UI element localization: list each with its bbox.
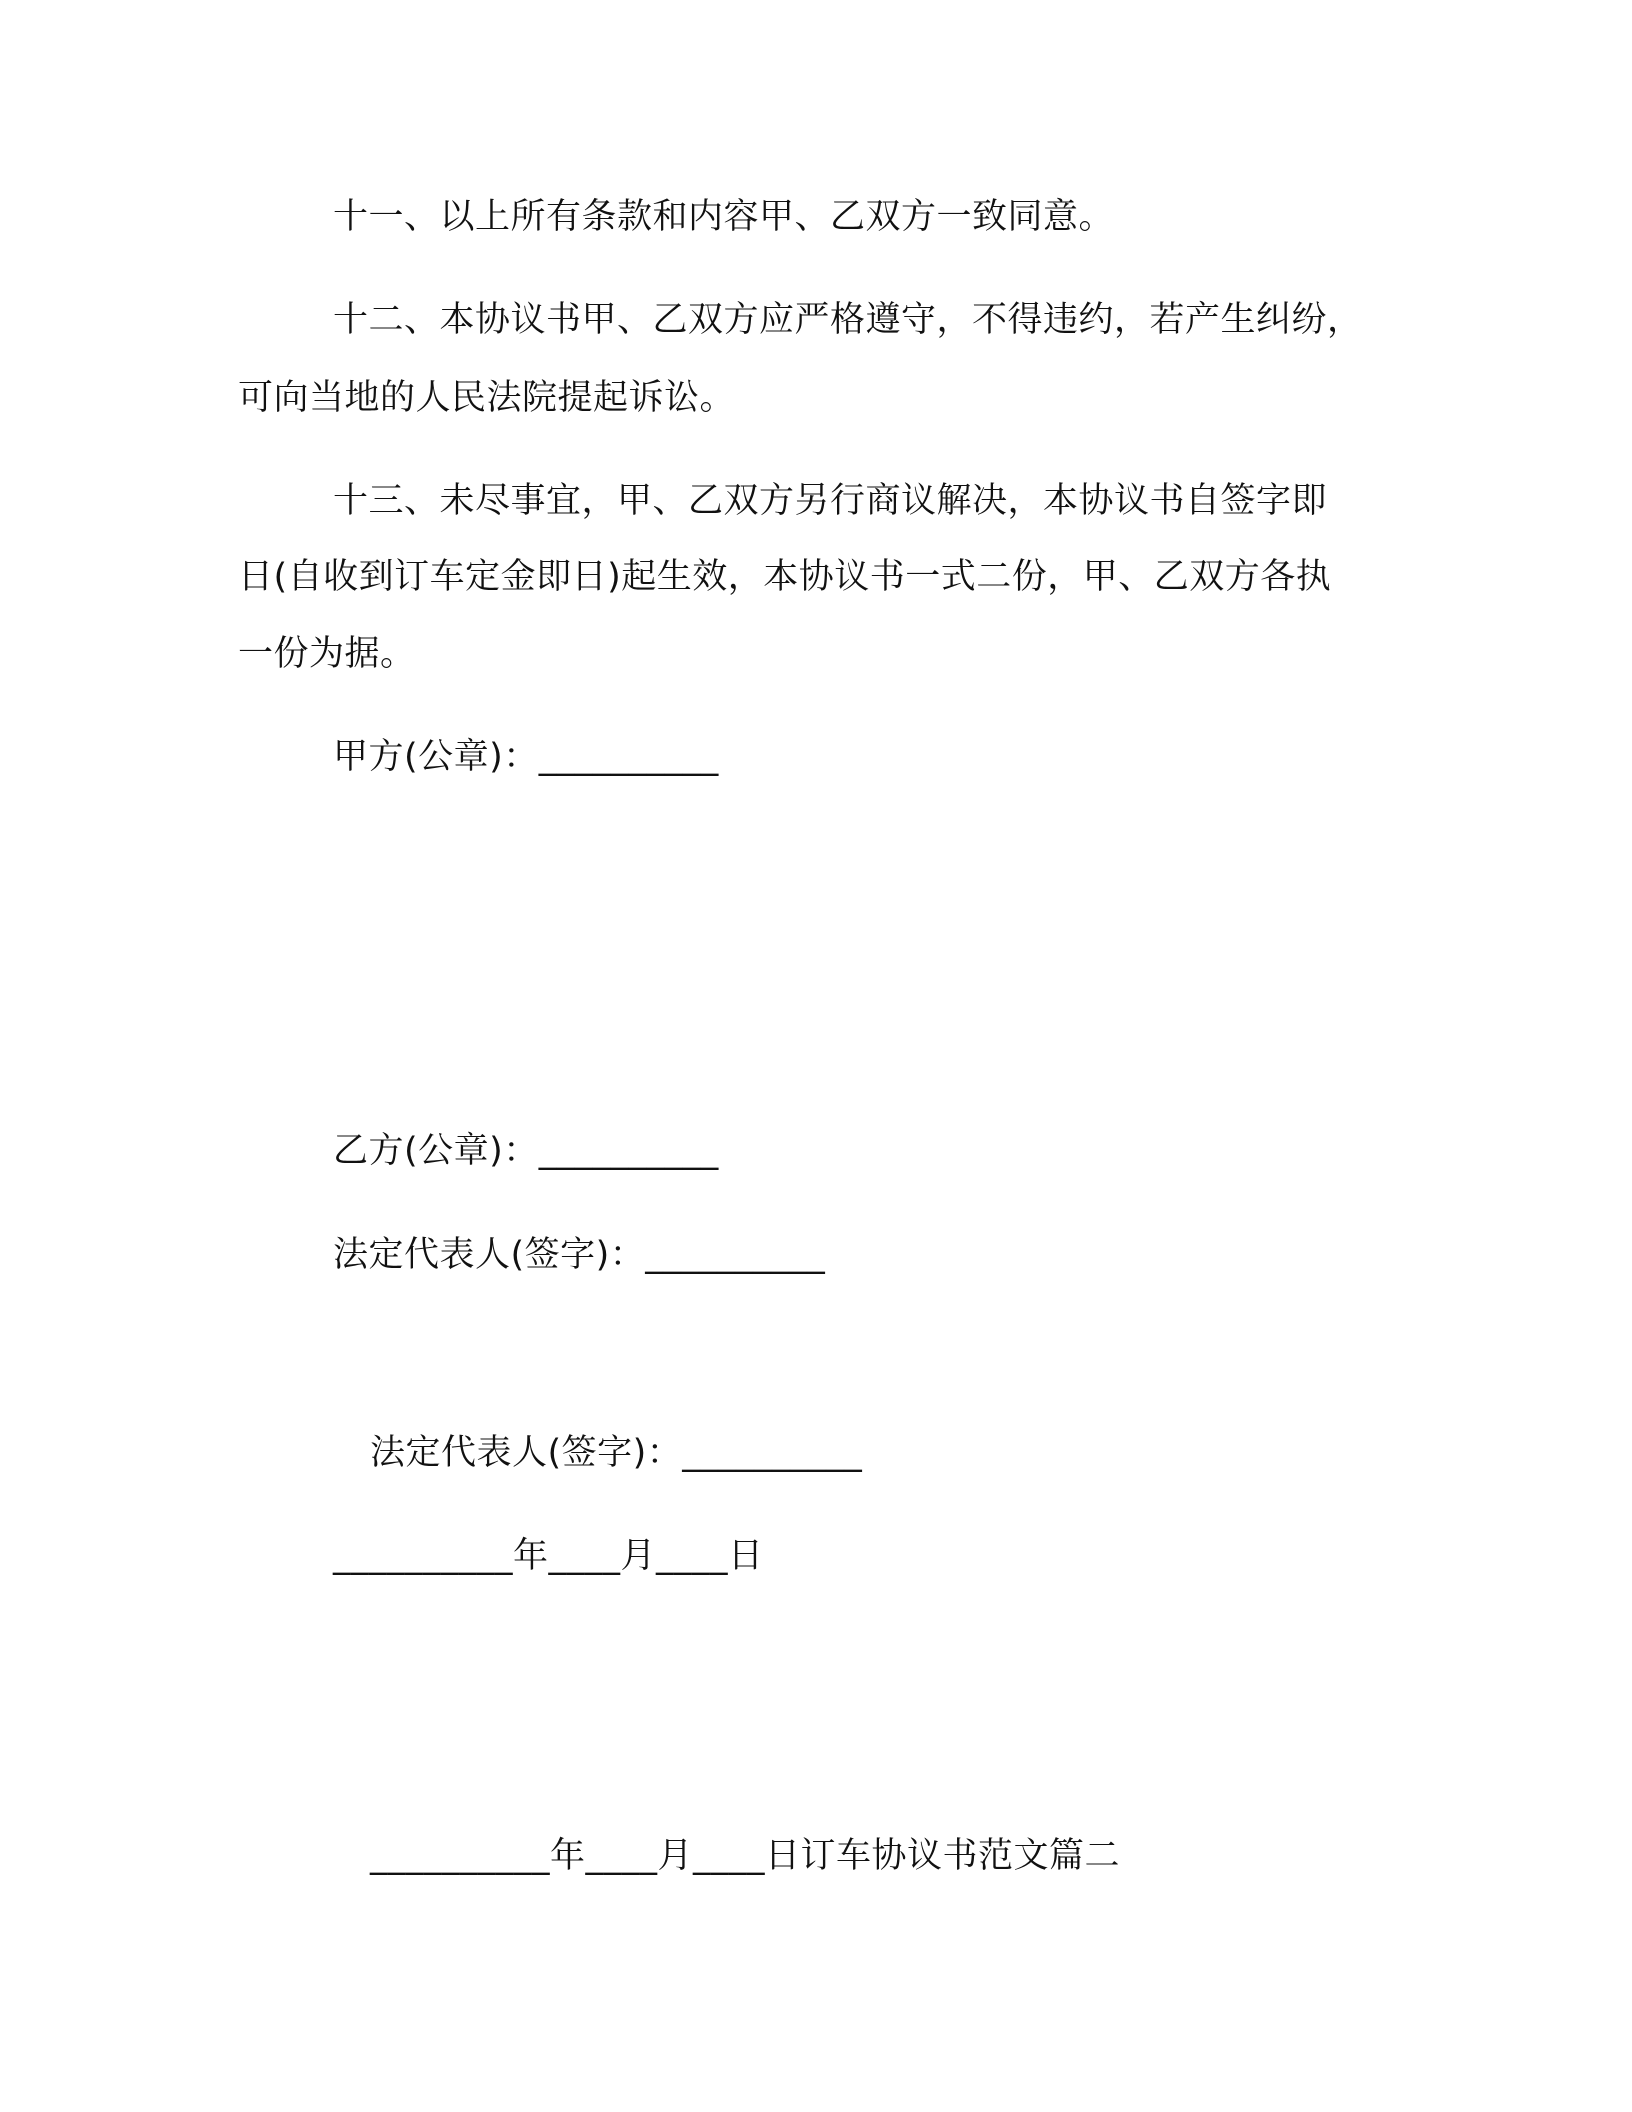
party-b-seal: 乙方(公章)：__________ (333, 1131, 719, 1171)
party-a-seal: 甲方(公章)：__________ (333, 737, 719, 777)
legal-representative-signature-1: 法定代表人(签字)：__________ (333, 1235, 826, 1275)
clause-12-line-1: 十二、本协议书甲、乙双方应严格遵守，不得违约，若产生纠纷， (333, 300, 1363, 340)
clause-12-line-2: 可向当地的人民法院提起诉讼。 (238, 378, 736, 418)
legal-representative-signature-2: 法定代表人(签字)：__________ (370, 1433, 863, 1473)
clause-11: 十一、以上所有条款和内容甲、乙双方一致同意。 (333, 197, 1115, 237)
clause-13-line-3: 一份为据。 (238, 634, 416, 674)
clause-13-line-1: 十三、未尽事宜，甲、乙双方另行商议解决，本协议书自签字即 (333, 481, 1328, 521)
next-section-title: __________年____月____日订车协议书范文篇二 (370, 1836, 1121, 1876)
clause-13-line-2: 日(自收到订车定金即日)起生效，本协议书一式二份，甲、乙双方各执 (238, 557, 1332, 597)
date-line: __________年____月____日 (333, 1536, 764, 1576)
